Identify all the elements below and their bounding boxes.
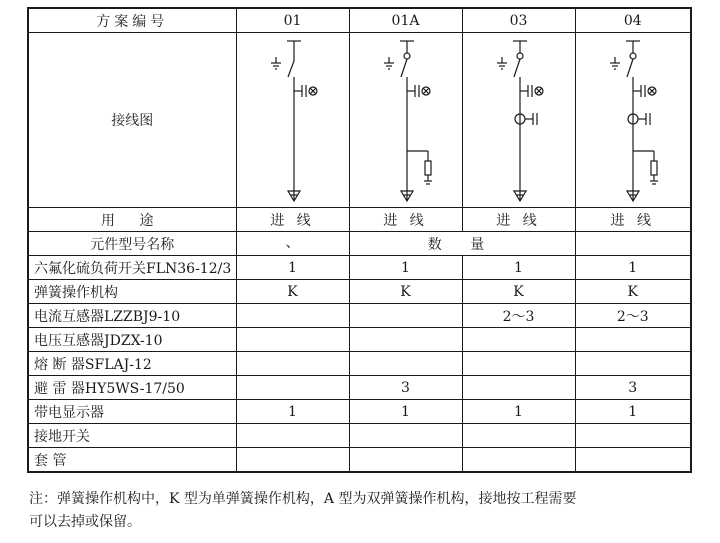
component-name: 接地开关 xyxy=(28,424,236,448)
usage-row xyxy=(28,208,691,232)
table-row xyxy=(28,376,691,400)
quantity-cell xyxy=(349,448,462,473)
quantity-cell xyxy=(236,448,349,473)
busbar-icon xyxy=(513,41,527,53)
header-mark: 、 xyxy=(236,232,349,256)
quantity-cell xyxy=(575,328,691,352)
quantity-cell: K xyxy=(236,280,349,304)
quantity-cell xyxy=(462,424,575,448)
quantity-cell xyxy=(349,424,462,448)
table-row xyxy=(28,448,691,473)
table-row xyxy=(28,352,691,376)
busbar-icon xyxy=(626,41,640,53)
usage-value: 进 线 xyxy=(236,208,349,232)
scheme-01a: 01A xyxy=(349,8,462,33)
quantity-cell xyxy=(236,352,349,376)
scheme-01: 01 xyxy=(236,8,349,33)
quantity-cell: 1 xyxy=(349,400,462,424)
earth-switch-icon xyxy=(271,57,281,69)
quantity-cell xyxy=(575,424,691,448)
usage-value: 进 线 xyxy=(349,208,462,232)
quantity-cell xyxy=(575,352,691,376)
live-indicator-icon xyxy=(294,85,317,97)
table-row xyxy=(28,424,691,448)
quantity-cell: K xyxy=(349,280,462,304)
load-switch-icon xyxy=(514,53,523,79)
quantity-cell: 3 xyxy=(349,376,462,400)
quantity-cell: 2～3 xyxy=(575,304,691,328)
load-switch-icon xyxy=(401,53,410,79)
quantity-cell xyxy=(236,328,349,352)
table-row xyxy=(28,400,691,424)
component-name: 套 管 xyxy=(28,448,236,473)
table-row xyxy=(28,304,691,328)
table-row xyxy=(28,328,691,352)
footnote-line-1: 注：弹簧操作机构中，K 型为单弹簧操作机构，A 型为双弹簧操作机构，接地按工程需要 xyxy=(29,491,577,507)
quantity-cell: K xyxy=(462,280,575,304)
surge-arrester-icon xyxy=(633,151,658,184)
wiring-diagram-01a xyxy=(349,33,462,208)
quantity-header: 数 量 xyxy=(349,232,575,256)
scheme-table xyxy=(27,7,692,473)
scheme-label: 方案编号 xyxy=(28,8,236,33)
usage-value: 进 线 xyxy=(462,208,575,232)
quantity-cell xyxy=(462,328,575,352)
earth-switch-icon xyxy=(497,57,507,69)
quantity-cell xyxy=(462,448,575,473)
quantity-cell xyxy=(236,304,349,328)
wiring-diagram-03 xyxy=(462,33,575,208)
wiring-diagram-01 xyxy=(236,33,349,208)
table-row xyxy=(28,280,691,304)
earth-switch-icon xyxy=(384,57,394,69)
quantity-cell: 1 xyxy=(575,256,691,280)
components-header-row xyxy=(28,232,691,256)
quantity-cell xyxy=(349,304,462,328)
component-name: 带电显示器 xyxy=(28,400,236,424)
quantity-cell xyxy=(462,376,575,400)
busbar-icon xyxy=(400,41,414,53)
scheme-03: 03 xyxy=(462,8,575,33)
busbar-icon xyxy=(287,41,301,53)
live-indicator-icon xyxy=(633,85,656,97)
usage-value: 进 线 xyxy=(575,208,691,232)
component-name: 六氟化硫负荷开关FLN36-12/3 xyxy=(28,256,236,280)
quantity-cell xyxy=(575,448,691,473)
component-name: 熔 断 器SFLAJ-12 xyxy=(28,352,236,376)
quantity-cell: K xyxy=(575,280,691,304)
live-indicator-icon xyxy=(407,85,430,97)
diagram-row-label: 接线图 xyxy=(28,33,236,208)
quantity-cell: 1 xyxy=(349,256,462,280)
quantity-cell xyxy=(236,424,349,448)
table-row xyxy=(28,256,691,280)
quantity-cell: 3 xyxy=(575,376,691,400)
current-transformer-icon xyxy=(628,113,650,125)
current-transformer-icon xyxy=(515,113,537,125)
quantity-cell: 1 xyxy=(236,400,349,424)
diagram-row xyxy=(28,33,691,208)
scheme-04: 04 xyxy=(575,8,691,33)
quantity-cell xyxy=(349,352,462,376)
quantity-cell xyxy=(462,352,575,376)
component-name: 电流互感器LZZBJ9-10 xyxy=(28,304,236,328)
footnote-line-2: 可以去掉或保留。 xyxy=(29,514,141,530)
surge-arrester-icon xyxy=(407,151,432,184)
component-name: 电压互感器JDZX-10 xyxy=(28,328,236,352)
quantity-cell: 1 xyxy=(575,400,691,424)
earth-switch-icon xyxy=(610,57,620,69)
footnote xyxy=(29,488,699,534)
quantity-cell xyxy=(349,328,462,352)
quantity-cell: 1 xyxy=(236,256,349,280)
wiring-diagram-04 xyxy=(575,33,691,208)
quantity-header-spacer xyxy=(575,232,691,256)
load-switch-icon xyxy=(627,53,636,79)
quantity-cell: 1 xyxy=(462,256,575,280)
live-indicator-icon xyxy=(520,85,543,97)
header-row xyxy=(28,8,691,33)
quantity-cell: 1 xyxy=(462,400,575,424)
quantity-cell: 2～3 xyxy=(462,304,575,328)
component-name-header: 元件型号名称 xyxy=(28,232,236,256)
usage-label: 用 途 xyxy=(28,208,236,232)
load-switch-icon xyxy=(288,53,294,79)
component-name: 弹簧操作机构 xyxy=(28,280,236,304)
quantity-cell xyxy=(236,376,349,400)
component-name: 避 雷 器HY5WS-17/50 xyxy=(28,376,236,400)
